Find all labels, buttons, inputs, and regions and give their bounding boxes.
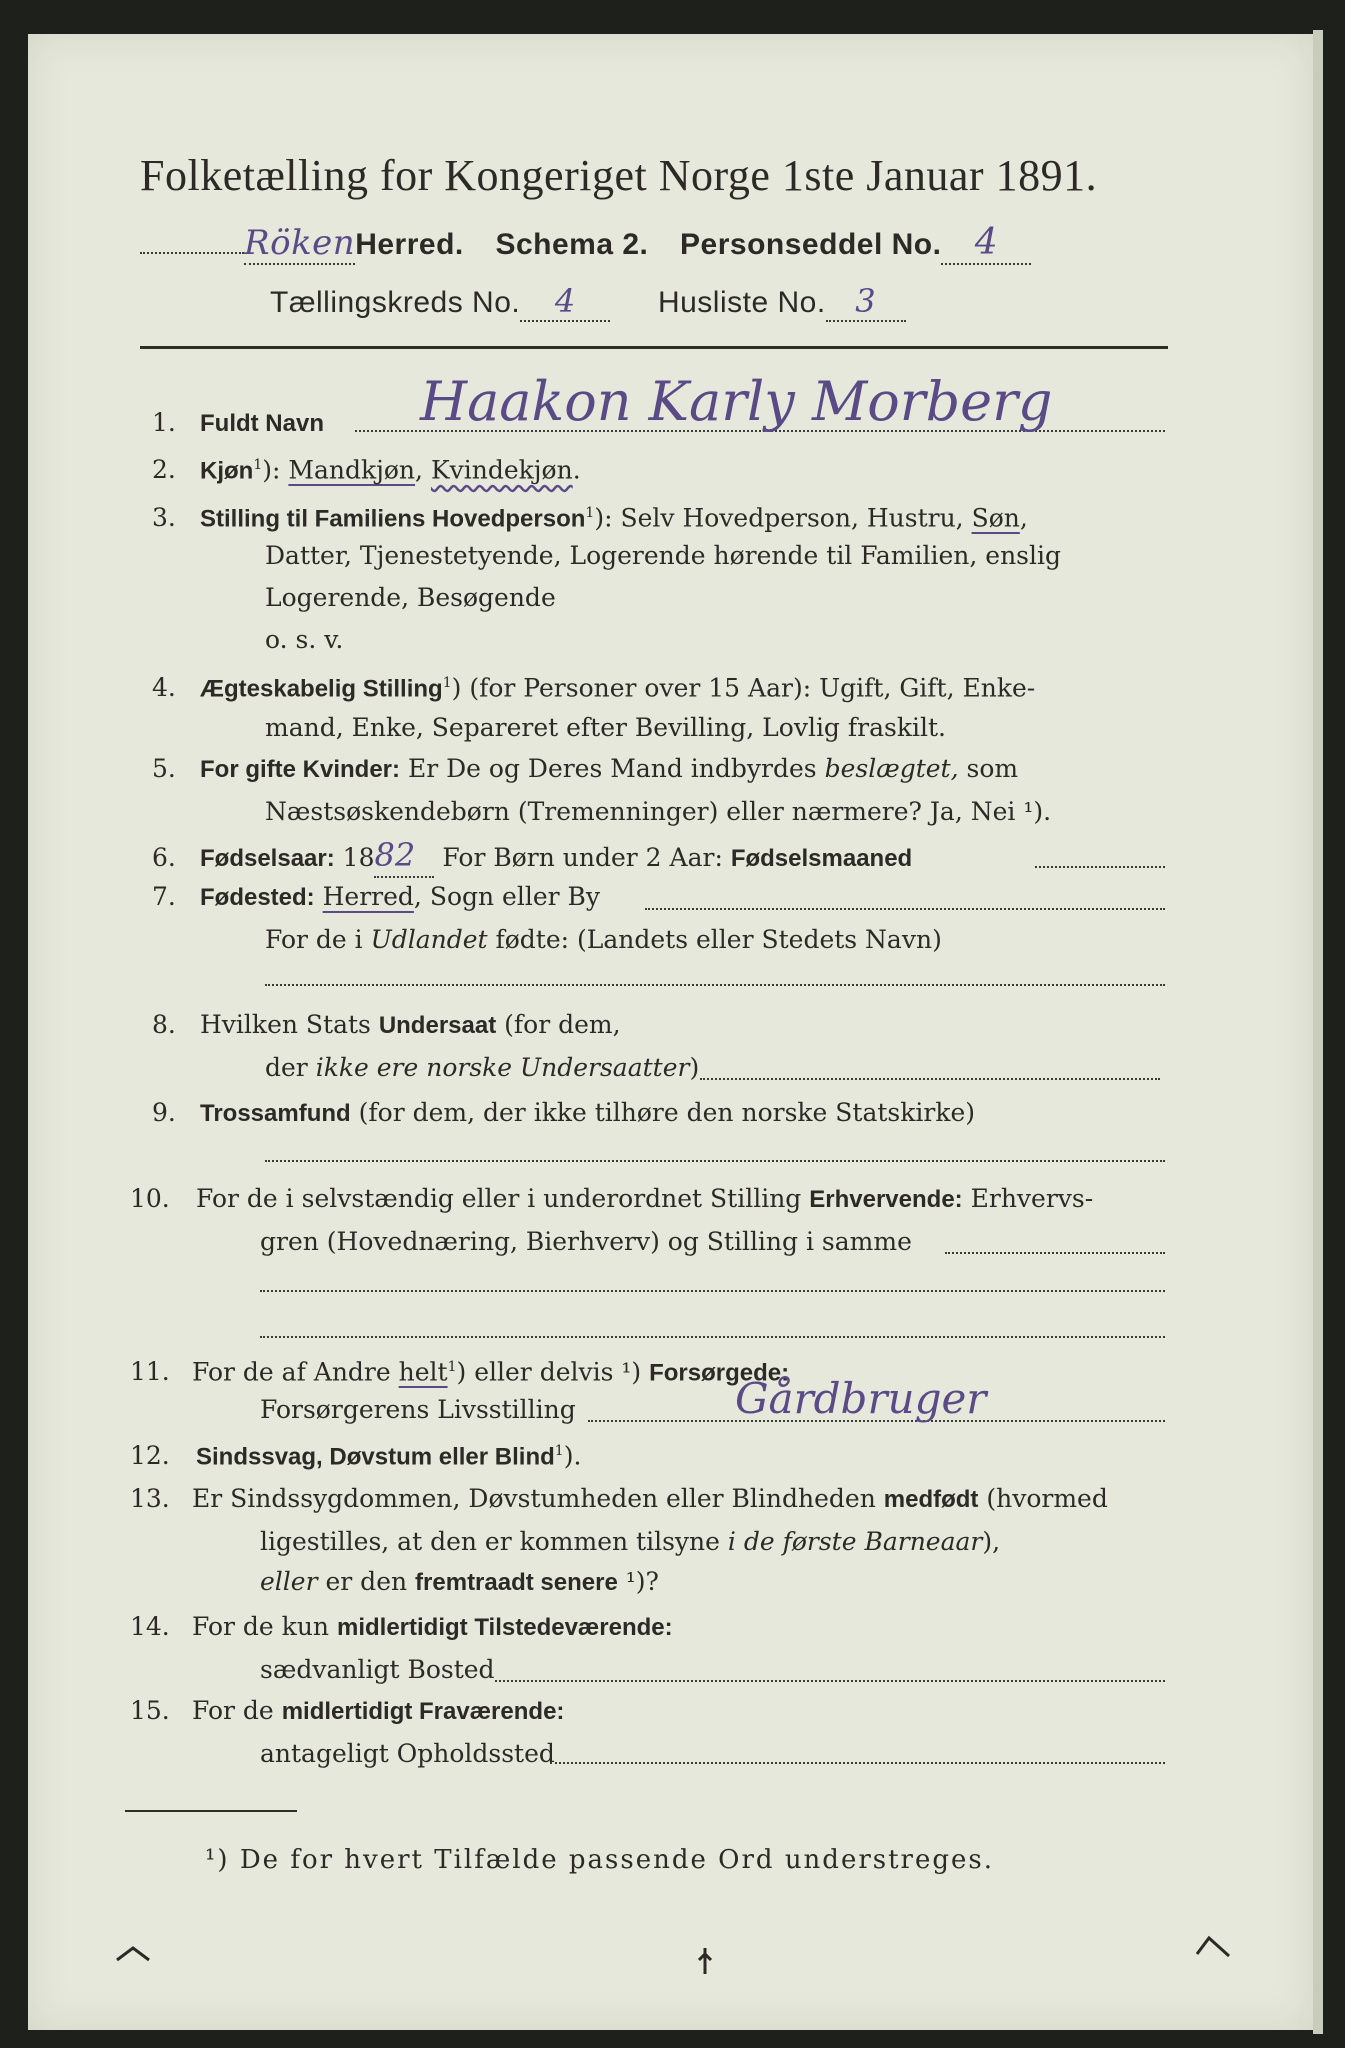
occupation-fill-line-1 bbox=[945, 1252, 1165, 1254]
item-3-line-4: o. s. v. bbox=[265, 625, 344, 654]
item-4-marital-status: 4. Ægteskabelig Stilling$^1$) (for Personer over 15 Aar): Ugift, Gift, Enke- bbox=[130, 662, 1170, 710]
item-text: For de bbox=[192, 1696, 282, 1725]
item-11-line-2: Forsørgerens Livsstilling bbox=[260, 1395, 576, 1424]
item-text: Erhvervs- bbox=[962, 1184, 1094, 1213]
item-5-line-2: Næstsøskendebørn (Tremenninger) eller nærmere? Ja, Nei ¹). bbox=[265, 797, 1052, 826]
item-number: 5. bbox=[152, 754, 176, 783]
item-text: For de i selvstændig eller i underordnet Stilling bbox=[196, 1184, 810, 1213]
item-label: medfødt bbox=[883, 1486, 979, 1513]
item-5-married-women bbox=[130, 748, 1170, 791]
birthplace-fill-line bbox=[645, 908, 1165, 910]
item-label: Fødested: bbox=[200, 884, 315, 911]
header-rule bbox=[140, 346, 1168, 349]
item-text: (hvormed bbox=[978, 1484, 1108, 1513]
birth-month-fill-line bbox=[1035, 866, 1165, 868]
option-helt: helt bbox=[398, 1357, 448, 1387]
item-number: 1. bbox=[152, 408, 176, 437]
item-number: 14. bbox=[130, 1612, 170, 1641]
item-3-line-3: Logerende, Besøgende bbox=[265, 583, 556, 612]
item-label: Trossamfund bbox=[200, 1100, 351, 1127]
corner-mark-left bbox=[115, 1940, 155, 1970]
footnote-rule bbox=[125, 1810, 297, 1812]
item-number: 6. bbox=[152, 843, 176, 872]
item-14-line-2: sædvanligt Bosted bbox=[260, 1655, 495, 1684]
item-label: midlertidigt Tilstedeværende: bbox=[336, 1614, 673, 1641]
husliste-handwritten: 3 bbox=[826, 282, 906, 322]
item-7-line-2: For de i Udlandet fødte: (Landets eller Stedets Navn) bbox=[265, 925, 942, 954]
item-number: 12. bbox=[130, 1441, 170, 1471]
item-2-sex bbox=[130, 444, 1170, 492]
item-text: , bbox=[415, 455, 431, 485]
personseddel-label: Personseddel No. bbox=[680, 228, 942, 261]
item-number: 15. bbox=[130, 1696, 170, 1725]
item-4-line-2: mand, Enke, Separeret efter Bevilling, Lovlig fraskilt. bbox=[265, 713, 946, 742]
item-text: (for dem, der ikke tilhøre den norske Statskirke) bbox=[350, 1098, 976, 1127]
item-number: 8. bbox=[152, 1010, 176, 1039]
footnote: ¹) De for hvert Tilfælde passende Ord understreges. bbox=[205, 1845, 995, 1875]
item-label: Sindssvag, Døvstum eller Blind bbox=[196, 1443, 555, 1471]
item-number: 10. bbox=[130, 1184, 170, 1213]
kreds-handwritten: 4 bbox=[520, 282, 610, 322]
item-label: Undersaat bbox=[378, 1012, 497, 1039]
item-text: ): Selv Hovedperson, Hustru, bbox=[594, 503, 972, 533]
option-son: Søn bbox=[971, 503, 1020, 533]
item-6-birth-year bbox=[130, 834, 1170, 880]
item-text: For de af Andre bbox=[192, 1357, 399, 1387]
item-11-supported: 11. For de af Andre helt$^1$) eller delvis ¹) Forsørgede: bbox=[130, 1346, 1170, 1394]
provider-occupation-handwritten: Gårdbruger bbox=[735, 1374, 987, 1423]
item-label: Fødselsmaaned bbox=[730, 845, 913, 872]
whereabouts-fill-line bbox=[550, 1762, 1165, 1764]
occupation-fill-line-3 bbox=[260, 1336, 1165, 1338]
religion-fill-line bbox=[265, 1160, 1165, 1162]
item-9-religion bbox=[130, 1092, 1170, 1135]
item-number: 7. bbox=[152, 882, 176, 911]
item-label: Fuldt Navn bbox=[200, 410, 324, 437]
item-number: 13. bbox=[130, 1484, 170, 1513]
paper-edge bbox=[1313, 30, 1323, 2034]
schema-label: Schema 2. bbox=[495, 228, 649, 261]
personseddel-handwritten: 4 bbox=[941, 222, 1031, 265]
birth-year-handwritten: 82 bbox=[374, 834, 434, 878]
item-text: 18 bbox=[334, 843, 375, 872]
item-12-disability: 12. Sindssvag, Døvstum eller Blind$^1$). bbox=[130, 1430, 1170, 1478]
item-15-line-2: antageligt Opholdssted bbox=[260, 1739, 555, 1768]
item-label: Fødselsaar: bbox=[200, 845, 335, 872]
item-text: For Børn under 2 Aar: bbox=[434, 843, 731, 872]
option-herred: Herred bbox=[322, 882, 414, 911]
item-8-line-2: der ikke ere norske Undersaatter) bbox=[265, 1053, 700, 1082]
item-text: Hvilken Stats bbox=[200, 1010, 379, 1039]
item-number: 11. bbox=[130, 1357, 170, 1387]
item-number: 2. bbox=[152, 455, 176, 485]
item-text: ): bbox=[262, 455, 289, 485]
item-text: , bbox=[1019, 503, 1028, 533]
option-mandkjon: Mandkjøn bbox=[288, 455, 416, 485]
item-text: beslægtet, bbox=[824, 754, 959, 783]
foreign-birthplace-fill-line bbox=[265, 984, 1165, 986]
herred-handwritten: Röken bbox=[244, 223, 356, 263]
item-14-temporarily-present bbox=[130, 1606, 1170, 1649]
item-number: 4. bbox=[152, 673, 176, 703]
item-15-temporarily-absent bbox=[130, 1690, 1170, 1733]
item-13-line-2: ligestilles, at den er kommen tilsyne i de første Barneaar), bbox=[260, 1527, 1001, 1556]
nationality-fill-line bbox=[700, 1078, 1160, 1080]
item-label: Stilling til Familiens Hovedperson bbox=[200, 505, 586, 533]
item-text: ) (for Personer over 15 Aar): Ugift, Gift, Enke- bbox=[451, 673, 1036, 703]
item-3-family-position: 3. Stilling til Familiens Hovedperson$^1$): Selv Hovedperson, Hustru, Søn, bbox=[130, 492, 1170, 540]
full-name-handwritten: Haakon Karly Morberg bbox=[420, 370, 1053, 433]
item-label: midlertidigt Fraværende: bbox=[281, 1698, 565, 1725]
item-number: 9. bbox=[152, 1098, 176, 1127]
item-10-line-2: gren (Hovednæring, Bierhverv) og Stilling i samme bbox=[260, 1227, 912, 1256]
item-text: ) eller delvis ¹) bbox=[456, 1357, 650, 1387]
kreds-label: Tællingskreds No. bbox=[270, 286, 521, 319]
item-label: Forsørgede: bbox=[649, 1359, 790, 1387]
center-mark bbox=[695, 1946, 715, 1976]
item-text: som bbox=[958, 754, 1019, 783]
footnote-ref: 1 bbox=[253, 457, 263, 473]
item-label: Erhvervende: bbox=[809, 1186, 963, 1213]
item-text: , Sogn eller By bbox=[413, 882, 601, 911]
header-herred-line bbox=[140, 222, 1031, 265]
corner-mark-right bbox=[1195, 1932, 1235, 1962]
item-text: For de kun bbox=[192, 1612, 337, 1641]
occupation-fill-line-2 bbox=[260, 1290, 1165, 1292]
option-kvindekjon: Kvindekjøn bbox=[430, 455, 573, 485]
item-text: Er De og Deres Mand indbyrdes bbox=[400, 754, 825, 783]
residence-fill-line bbox=[495, 1680, 1165, 1682]
husliste-label: Husliste No. bbox=[657, 286, 826, 319]
item-7-birthplace bbox=[130, 876, 1170, 919]
item-13-congenital bbox=[130, 1478, 1170, 1521]
item-text: . bbox=[572, 455, 581, 485]
item-label: Kjøn bbox=[200, 457, 254, 485]
item-text: ). bbox=[563, 1441, 582, 1471]
header-kreds-line bbox=[270, 282, 906, 322]
item-text: (for dem, bbox=[496, 1010, 621, 1039]
form-title: Folketælling for Kongeriget Norge 1ste Januar 1891. bbox=[140, 151, 1098, 200]
item-label: For gifte Kvinder: bbox=[200, 756, 401, 783]
item-13-line-3: eller er den fremtraadt senere ¹)? bbox=[260, 1567, 659, 1596]
item-8-nationality bbox=[130, 1004, 1170, 1047]
item-10-occupation bbox=[130, 1178, 1170, 1221]
herred-label: Herred. bbox=[355, 228, 464, 261]
item-label: Ægteskabelig Stilling bbox=[200, 675, 443, 703]
item-text: Er Sindssygdommen, Døvstumheden eller Blindheden bbox=[192, 1484, 884, 1513]
item-number: 3. bbox=[152, 503, 176, 533]
item-3-line-2: Datter, Tjenestetyende, Logerende hørende til Familien, enslig bbox=[265, 541, 1062, 570]
